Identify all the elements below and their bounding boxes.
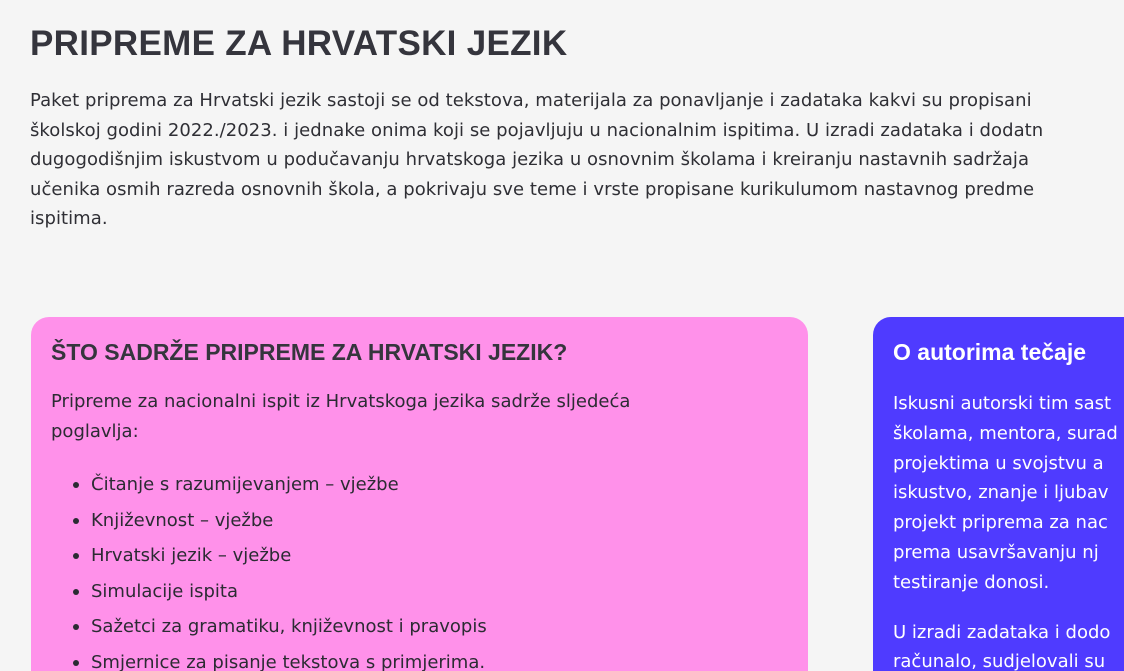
authors-line: testiranje donosi. bbox=[893, 571, 1050, 593]
page-title: PRIPREME ZA HRVATSKI JEZIK bbox=[30, 24, 568, 63]
bullet-icon bbox=[73, 589, 79, 595]
authors-card bbox=[873, 317, 1124, 671]
chapter-label: Sažetci za gramatiku, književnost i pravopis bbox=[91, 616, 487, 637]
bullet-icon bbox=[73, 482, 79, 488]
authors-line: projekt priprema za nac bbox=[893, 512, 1108, 534]
contents-card-description bbox=[51, 387, 788, 447]
chapter-label: Simulacije ispita bbox=[91, 580, 238, 602]
list-item bbox=[71, 503, 788, 539]
authors-line: U izradi zadataka i dodo bbox=[893, 621, 1111, 643]
intro-line: učenika osmih razreda osnovnih škola, a pokrivaju sve teme i vrste propisane kurikulumom nastavnog predme bbox=[30, 178, 1035, 200]
authors-line: računalo, sudjelovali su bbox=[893, 651, 1106, 671]
authors-line: iskustvo, znanje i ljubav bbox=[893, 482, 1109, 504]
authors-paragraph-1 bbox=[893, 389, 1124, 598]
bullet-icon bbox=[73, 660, 79, 666]
contents-card-title: ŠTO SADRŽE PRIPREME ZA HRVATSKI JEZIK? bbox=[51, 339, 568, 365]
bullet-icon bbox=[73, 553, 79, 559]
description-line: poglavlja: bbox=[51, 421, 139, 442]
intro-line: Paket priprema za Hrvatski jezik sastoji se od tekstova, materijala za ponavljanje i zadataka kakvi su propisani bbox=[30, 90, 1032, 111]
chapter-label: Hrvatski jezik – vježbe bbox=[91, 545, 292, 566]
list-item bbox=[71, 609, 788, 645]
chapter-label: Čitanje s razumijevanjem – vježbe bbox=[91, 474, 399, 495]
list-item bbox=[71, 538, 788, 574]
intro-line: ispitima. bbox=[30, 208, 108, 229]
authors-paragraph-2 bbox=[893, 618, 1124, 671]
authors-line: prema usavršavanju nj bbox=[893, 541, 1099, 563]
bullet-icon bbox=[73, 624, 79, 630]
list-item bbox=[71, 645, 788, 671]
list-item bbox=[71, 467, 788, 503]
chapter-label: Književnost – vježbe bbox=[91, 509, 274, 531]
chapter-list bbox=[51, 467, 788, 671]
list-item bbox=[71, 574, 788, 610]
authors-card-title: O autorima tečaje bbox=[893, 339, 1087, 365]
intro-line: školskoj godini 2022./2023. i jednake onima koji se pojavljuju u nacionalnim ispitima. U izradi zadataka i dodatn bbox=[30, 119, 1044, 141]
chapter-label: Smjernice za pisanje tekstova s primjerima. bbox=[91, 651, 486, 671]
description-line: Pripreme za nacionalni ispit iz Hrvatskoga jezika sadrže sljedeća bbox=[51, 391, 631, 412]
authors-line: školama, mentora, surad bbox=[893, 422, 1118, 444]
intro-line: dugogodišnjim iskustvom u podučavanju hrvatskoga jezika u osnovnim školama i kreiranju nastavnih sadržaja bbox=[30, 149, 1030, 170]
authors-line: Iskusni autorski tim sast bbox=[893, 393, 1112, 414]
intro-paragraph bbox=[30, 86, 1124, 234]
bullet-icon bbox=[73, 518, 79, 524]
contents-card bbox=[31, 317, 808, 671]
authors-line: projektima u svojstvu a bbox=[893, 452, 1104, 474]
